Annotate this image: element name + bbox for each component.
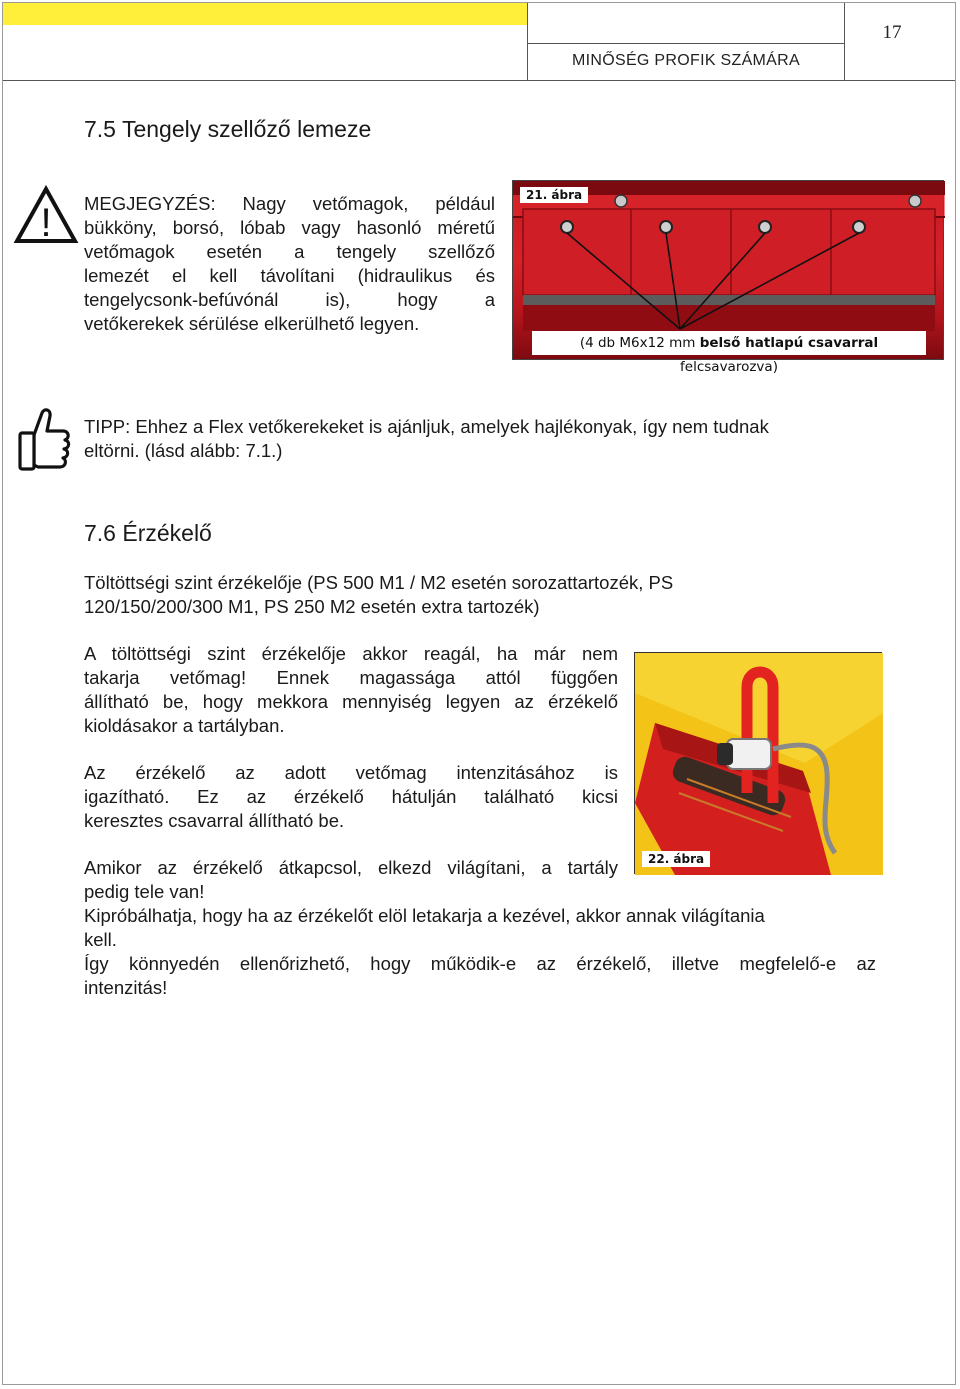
caption-text: felcsavarozva) bbox=[680, 359, 778, 375]
note-line: lemezét el kell távolítani (hidraulikus és bbox=[84, 265, 495, 286]
figure-21-caption bbox=[532, 331, 926, 375]
paragraph-line: kioldásakor a tartályban. bbox=[84, 715, 285, 736]
caption-text: (4 db M6x12 mm bbox=[579, 335, 700, 351]
page-number: 17 bbox=[882, 22, 902, 43]
note-line: bükköny, borsó, lóbab vagy hasonló méretű bbox=[84, 217, 495, 238]
paragraph-line: igazítható. Ez az érzékelő hátulján található kicsi bbox=[84, 786, 618, 807]
paragraph-line: Kipróbálhatja, hogy ha az érzékelőt elöl letakarja a kezével, akkor annak világítania bbox=[84, 905, 765, 926]
paragraph-line: takarja vetőmag! Ennek magassága attól függően bbox=[84, 667, 618, 688]
paragraph-line: Az érzékelő az adott vetőmag intenzitásához is bbox=[84, 762, 618, 783]
tip-paragraph bbox=[84, 415, 904, 463]
svg-text:!: ! bbox=[40, 201, 52, 245]
paragraph-line: Így könnyedén ellenőrizhető, hogy működik-e az érzékelő, illetve megfelelő-e az bbox=[84, 953, 876, 974]
tip-line: TIPP: Ehhez a Flex vetőkerekeket is ajánljuk, amelyek hajlékonyak, így nem tudnak bbox=[84, 416, 769, 437]
figure-22-photo bbox=[634, 652, 882, 874]
section-heading-7-5: 7.5 Tengely szellőző lemeze bbox=[84, 116, 372, 142]
note-line: tengelycsonk-befúvónál is), hogy a bbox=[84, 289, 495, 310]
note-paragraph bbox=[84, 192, 495, 336]
fill-level-sensor-illustration bbox=[635, 653, 883, 875]
figure-22-label: 22. ábra bbox=[642, 851, 710, 867]
paragraph-line: állítható be, hogy mekkora mennyiség legyen az érzékelő bbox=[84, 691, 618, 712]
header-divider bbox=[528, 43, 844, 44]
caption-bold-text: belső hatlapú csavarral bbox=[699, 335, 879, 351]
paragraph-line: kell. bbox=[84, 929, 117, 950]
sensor-subheading bbox=[84, 571, 904, 619]
header-caption-cell bbox=[527, 3, 845, 80]
figure-21-label: 21. ábra bbox=[520, 187, 588, 203]
paragraph-line: pedig tele van! bbox=[84, 881, 205, 902]
subheading-line: 120/150/200/300 M1, PS 250 M2 esetén extra tartozék) bbox=[84, 596, 540, 617]
header-yellow-band bbox=[3, 3, 527, 25]
sensor-paragraph-2 bbox=[84, 761, 618, 833]
subheading-line: Töltöttségi szint érzékelője (PS 500 M1 / M2 esetén sorozattartozék, PS bbox=[84, 572, 674, 593]
thumbs-up-icon bbox=[14, 405, 72, 475]
warning-triangle-icon bbox=[14, 186, 78, 244]
header-left-cell bbox=[3, 3, 527, 80]
tip-line: eltörni. (lásd alább: 7.1.) bbox=[84, 440, 283, 461]
note-line: MEGJEGYZÉS: Nagy vetőmagok, például bbox=[84, 193, 495, 214]
paragraph-line: Amikor az érzékelő átkapcsol, elkezd világítani, a tartály bbox=[84, 857, 618, 878]
note-line: vetőkerekek sérülése elkerülhető legyen. bbox=[84, 313, 420, 334]
paragraph-line: A töltöttségi szint érzékelője akkor reagál, ha már nem bbox=[84, 643, 618, 664]
sensor-paragraph-3-start bbox=[84, 856, 618, 880]
section-heading-7-6: 7.6 Érzékelő bbox=[84, 520, 212, 546]
header-bottom-rule bbox=[3, 80, 955, 81]
paragraph-line: intenzitás! bbox=[84, 977, 168, 998]
header-caption: MINŐSÉG PROFIK SZÁMÁRA bbox=[572, 52, 800, 69]
note-line: vetőmagok esetén a tengely szellőző bbox=[84, 241, 495, 262]
figure-21-photo bbox=[512, 180, 944, 375]
sensor-paragraph-1 bbox=[84, 642, 618, 738]
sensor-paragraph-3-to-5 bbox=[84, 880, 904, 1000]
paragraph-line: keresztes csavarral állítható be. bbox=[84, 810, 345, 831]
